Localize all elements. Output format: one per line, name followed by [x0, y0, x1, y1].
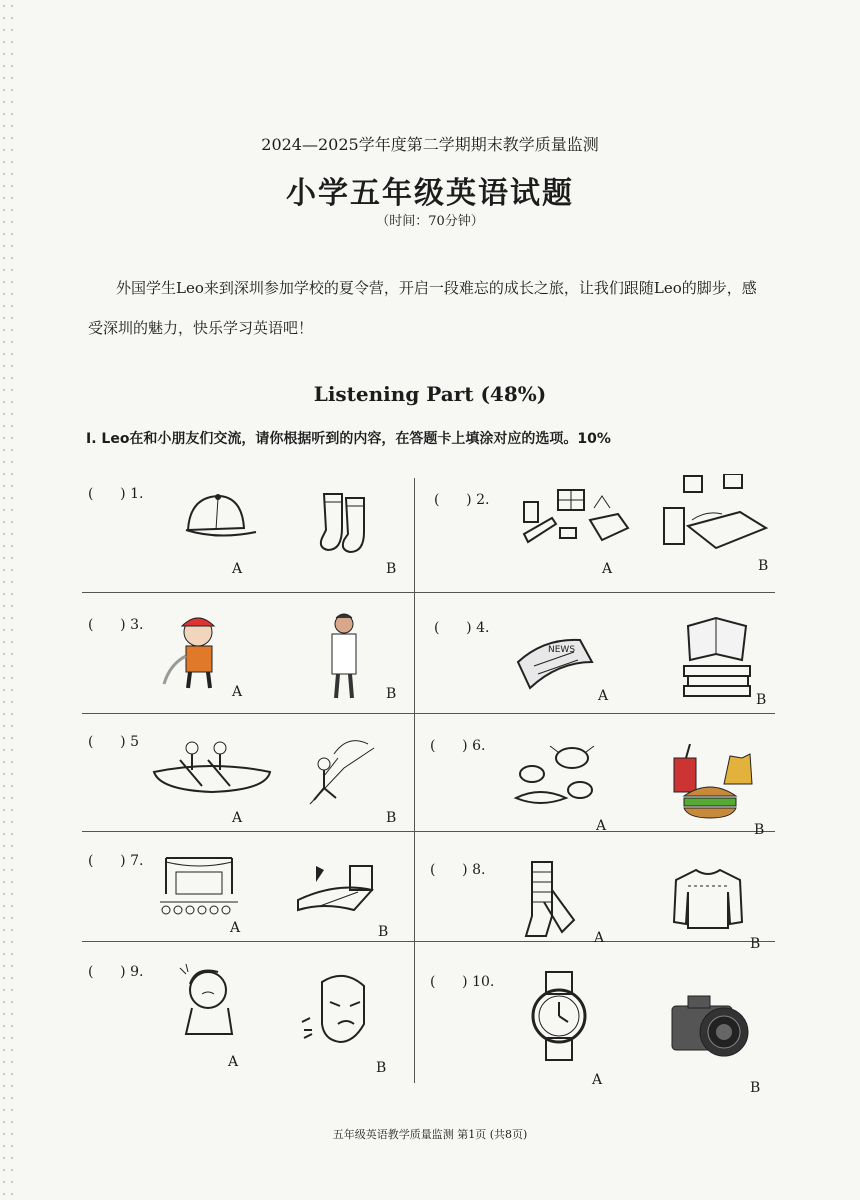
row-divider	[82, 592, 775, 593]
section-title: Listening Part (48%)	[313, 382, 547, 406]
option-a: A	[232, 561, 243, 577]
option-a: A	[228, 1054, 239, 1070]
living-room-icon	[522, 488, 630, 552]
toothache-icon	[300, 972, 370, 1044]
watch-icon	[528, 970, 590, 1062]
option-b: B	[378, 924, 389, 940]
option-b: B	[386, 686, 397, 702]
question-7-label: ( ) 7.	[88, 853, 144, 869]
intro-paragraph: 外国学生Leo来到深圳参加学校的夏令营，开启一段难忘的成长之旅，让我们跟随Leo的脚步，感受深圳的魅力，快乐学习英语吧！	[88, 279, 757, 337]
rowing-boat-icon	[150, 738, 274, 796]
cap-icon	[178, 490, 258, 546]
headache-icon	[176, 962, 244, 1036]
books-icon	[682, 616, 754, 700]
doctor-icon	[322, 612, 362, 700]
option-b: B	[376, 1060, 387, 1076]
time-limit: （时间：70分钟）	[376, 214, 484, 229]
question-8-label: ( ) 8.	[430, 862, 486, 878]
option-b: B	[756, 692, 767, 708]
option-a: A	[230, 920, 241, 936]
row-divider	[82, 831, 775, 832]
option-b: B	[386, 810, 397, 826]
row-divider	[82, 713, 775, 714]
column-divider	[414, 478, 415, 1083]
option-b: B	[754, 822, 765, 838]
question-1-label: ( ) 1.	[88, 486, 144, 502]
camera-icon	[668, 992, 752, 1058]
option-a: A	[232, 684, 243, 700]
seafood-icon	[510, 742, 598, 812]
question-4-label: ( ) 4.	[434, 620, 490, 636]
firefighter-icon	[160, 612, 230, 692]
sweater-icon	[672, 866, 744, 930]
fishing-icon	[304, 734, 376, 806]
newspaper-icon	[514, 632, 596, 692]
option-a: A	[598, 688, 609, 704]
option-b: B	[758, 558, 769, 574]
question-6-label: ( ) 6.	[430, 738, 486, 754]
question-3-label: ( ) 3.	[88, 617, 144, 633]
sports-field-icon	[296, 862, 376, 912]
option-b: B	[386, 561, 397, 577]
option-a: A	[594, 930, 605, 946]
row-divider	[82, 941, 775, 942]
option-a: A	[232, 810, 243, 826]
svg-text:NEWS: NEWS	[548, 645, 576, 655]
socks-icon	[316, 490, 376, 556]
option-b: B	[750, 936, 761, 952]
option-a: A	[602, 561, 613, 577]
scarf-icon	[518, 860, 576, 940]
fast-food-icon	[670, 744, 756, 820]
option-b: B	[750, 1080, 761, 1096]
page-footer: 五年级英语教学质量监测 第1页 (共8页)	[332, 1128, 528, 1141]
page-title: 小学五年级英语试题	[286, 176, 574, 211]
option-a: A	[592, 1072, 603, 1088]
option-a: A	[596, 818, 607, 834]
stage-icon	[156, 854, 242, 916]
bedroom-icon	[662, 474, 768, 554]
instruction-text: Ⅰ. Leo在和小朋友们交流，请你根据听到的内容，在答题卡上填涂对应的选项。10%	[86, 431, 611, 447]
question-9-label: ( ) 9.	[88, 964, 144, 980]
question-2-label: ( ) 2.	[434, 492, 490, 508]
question-5-label: ( ) 5	[88, 734, 139, 750]
question-10-label: ( ) 10.	[430, 974, 495, 990]
exam-term-heading: 2024—2025学年度第二学期期末教学质量监测	[261, 135, 599, 154]
